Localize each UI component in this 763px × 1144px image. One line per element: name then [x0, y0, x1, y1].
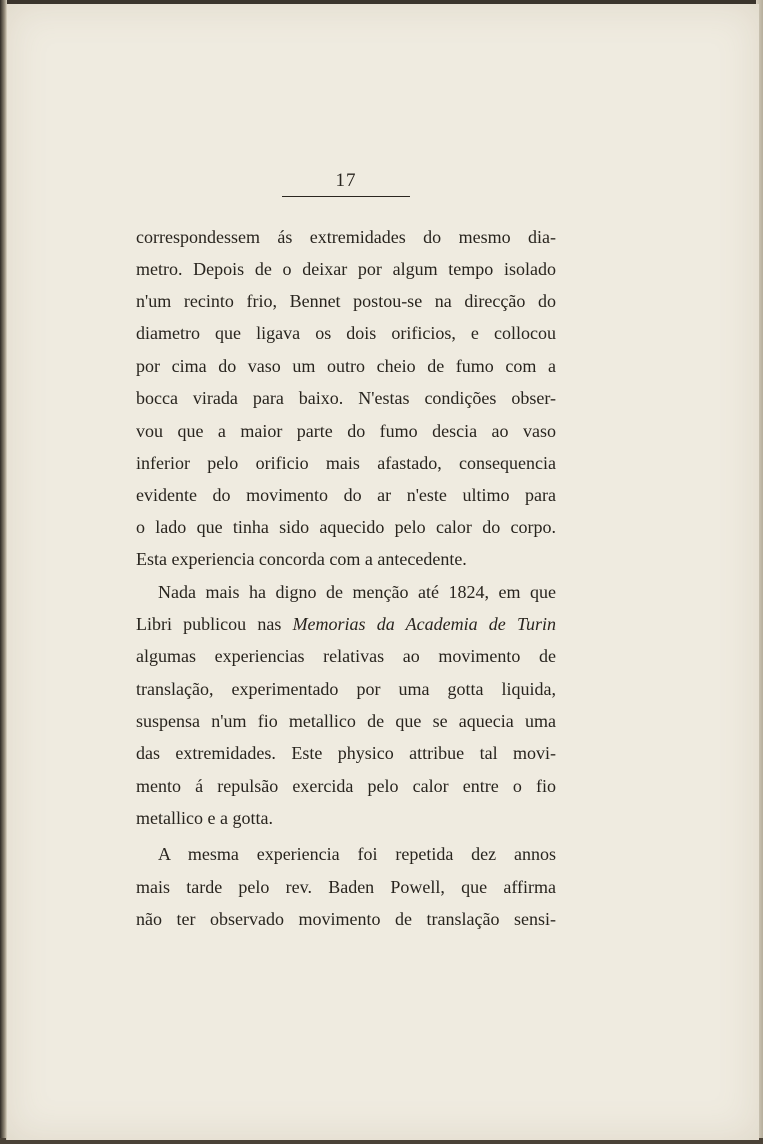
paragraph-first-line: A mesma experiencia foi repetida dez annos [158, 844, 556, 864]
text-line: não ter observado movimento de translação sensi- [136, 909, 556, 929]
text-line: inferior pelo orificio mais afastado, consequencia [136, 453, 556, 473]
text-span: Libri publicou nas [136, 614, 293, 634]
text-line: algumas experiencias relativas ao movimento de [136, 646, 556, 666]
text-line: diametro que ligava os dois orificios, e collocou [136, 323, 556, 343]
text-line: por cima do vaso um outro cheio de fumo com a [136, 356, 556, 376]
text-line: vou que a maior parte do fumo descia ao vaso [136, 421, 556, 441]
text-line: mais tarde pelo rev. Baden Powell, que affirma [136, 877, 556, 897]
text-line: bocca virada para baixo. N'estas condições obser- [136, 388, 556, 408]
text-line: correspondessem ás extremidades do mesmo dia- [136, 227, 556, 247]
page-number-rule [282, 196, 410, 197]
text-line: translação, experimentado por uma gotta liquida, [136, 679, 556, 699]
text-line: evidente do movimento do ar n'este ultimo para [136, 485, 556, 505]
text-line: suspensa n'um fio metallico de que se aquecia uma [136, 711, 556, 731]
text-line: das extremidades. Este physico attribue tal movi- [136, 743, 556, 763]
text-line: metro. Depois de o deixar por algum tempo isolado [136, 259, 556, 279]
text-line: mento á repulsão exercida pelo calor entre o fio [136, 776, 556, 796]
italic-title: Memorias da Academia de Turin [292, 614, 556, 634]
text-line: n'um recinto frio, Bennet postou-se na direcção do [136, 291, 556, 311]
page-number: 17 [335, 170, 357, 191]
text-line: o lado que tinha sido aquecido pelo calor do corpo. [136, 517, 556, 537]
paragraph-first-line: Nada mais ha digno de menção até 1824, em que [158, 582, 556, 602]
text-line: Esta experiencia concorda com a antecedente. [136, 549, 467, 569]
text-line-with-italic [136, 613, 556, 635]
text-line: metallico e a gotta. [136, 808, 273, 828]
